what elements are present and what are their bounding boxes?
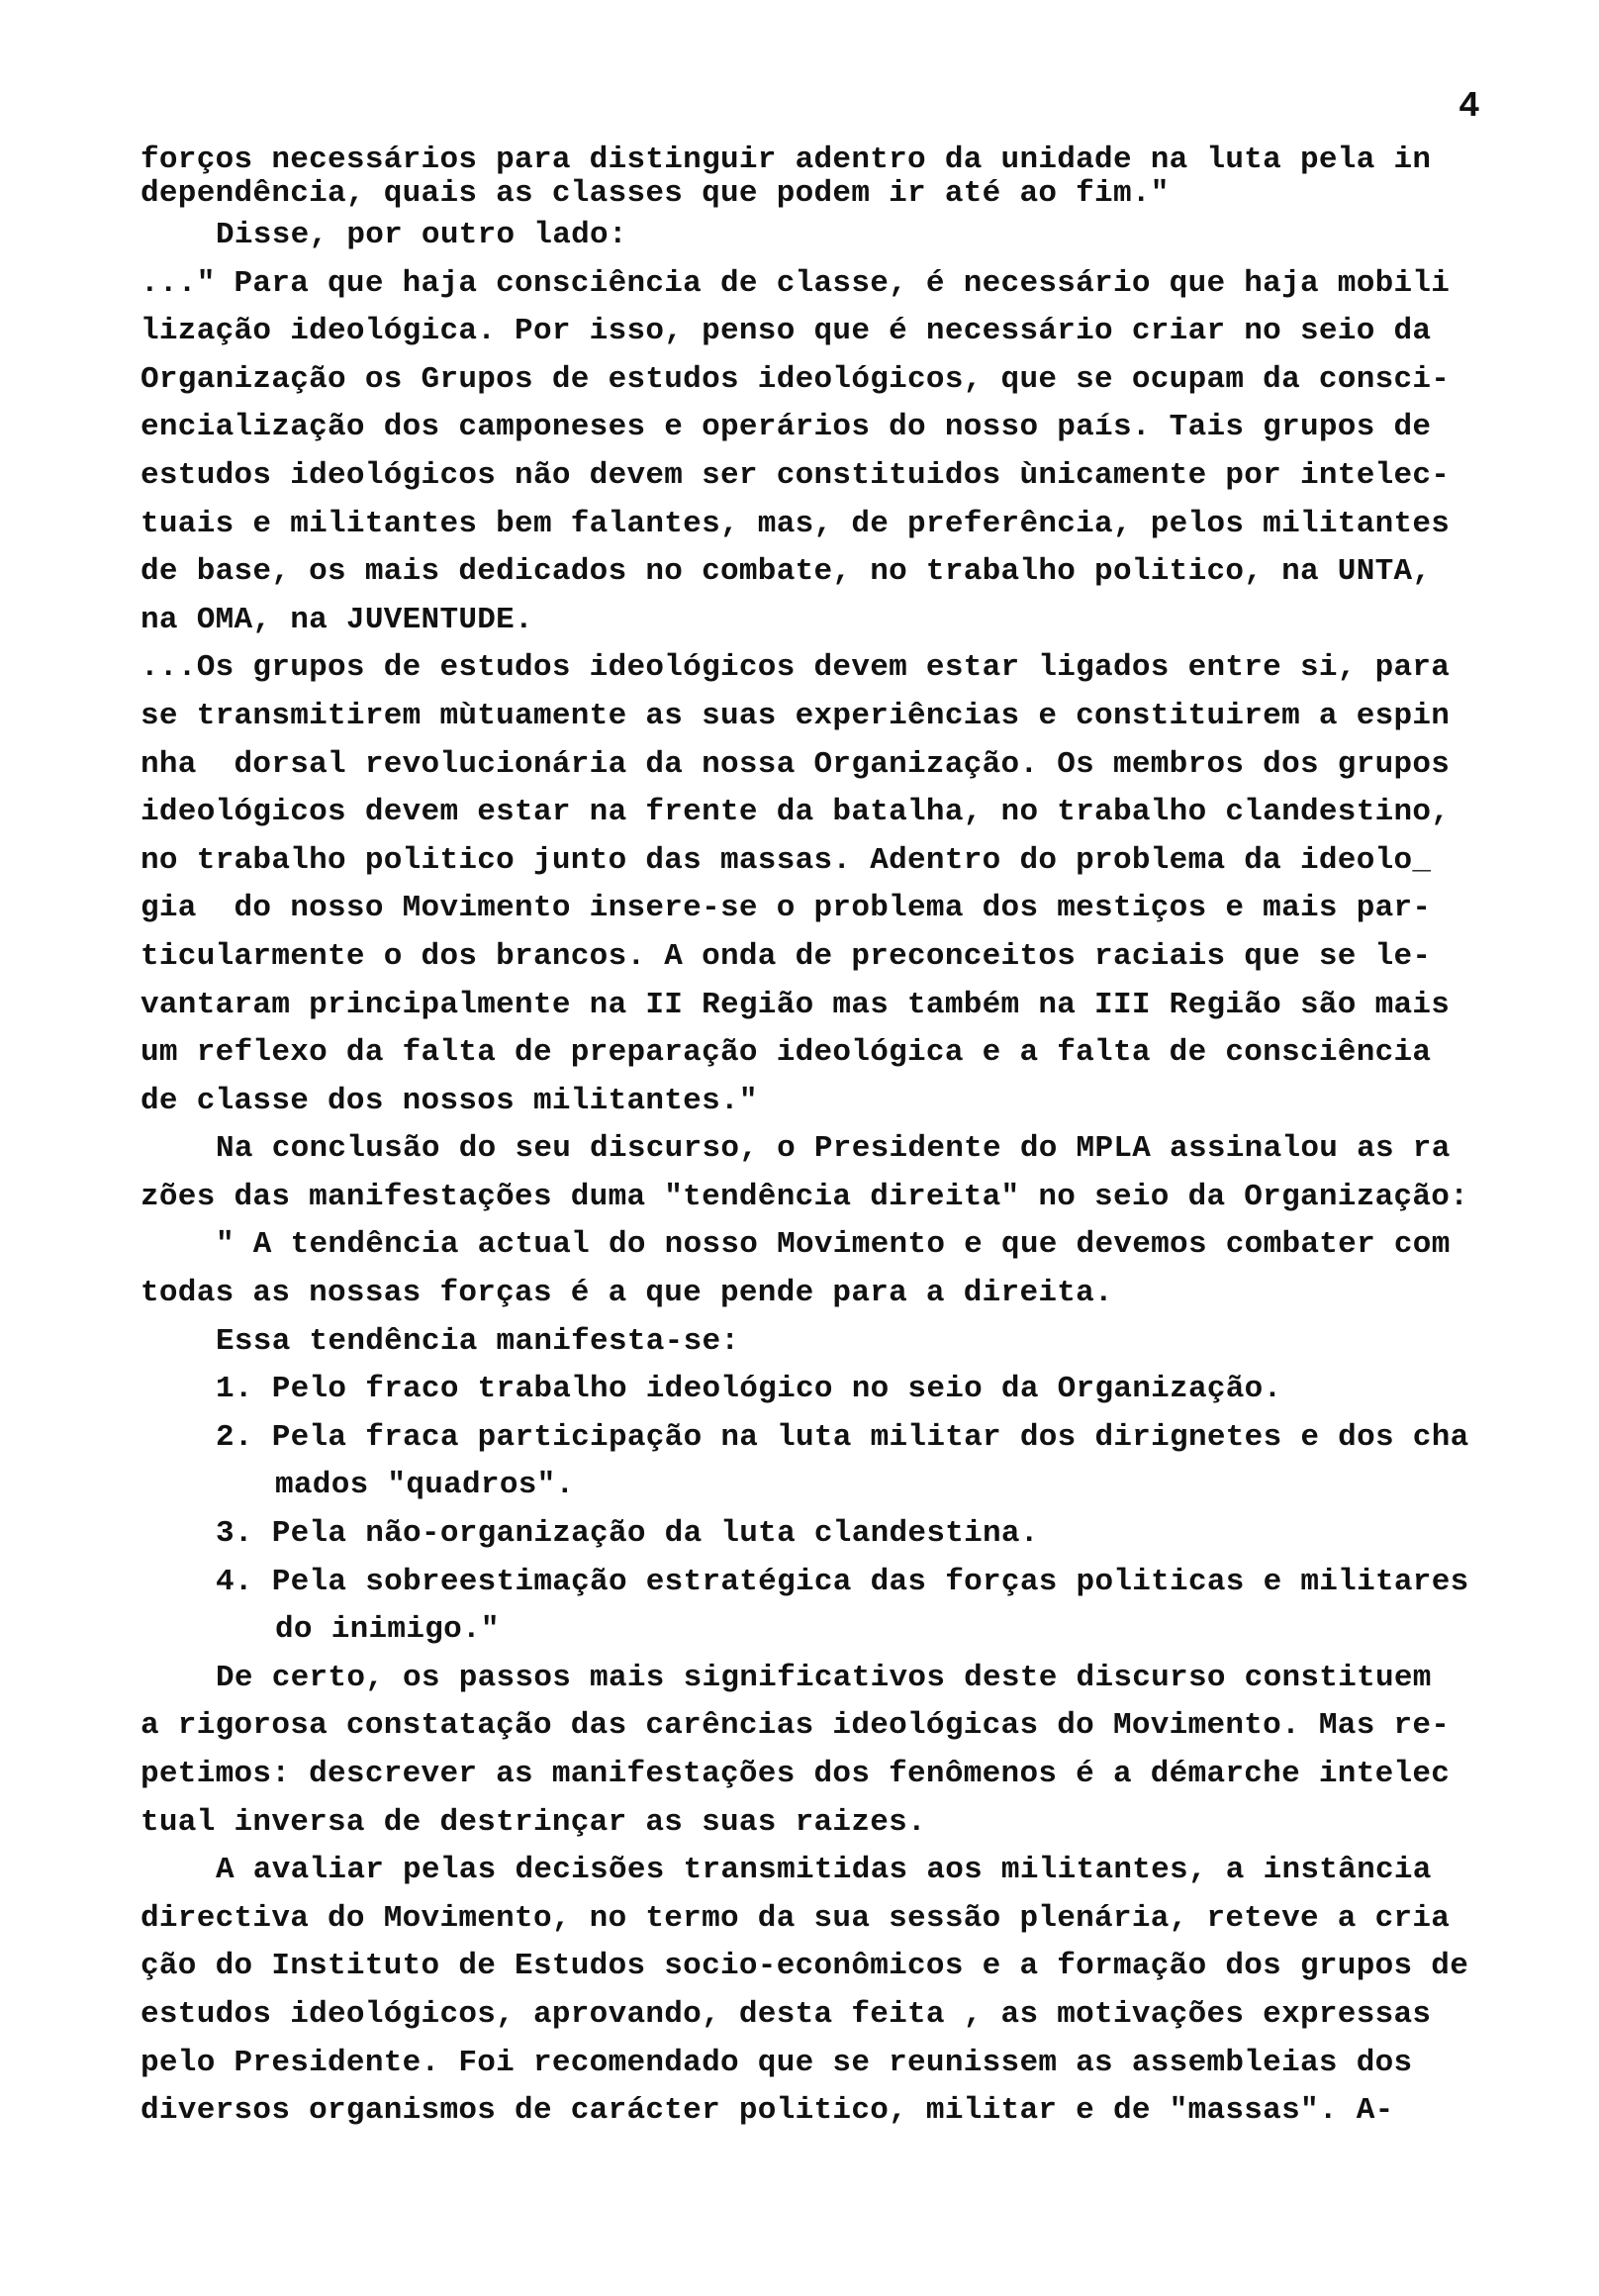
text-line: vantaram principalmente na II Região mas também na III Região são mais xyxy=(141,987,1451,1022)
text-line: forços necessários para distinguir adentro da unidade na luta pela in xyxy=(141,143,1432,177)
text-line: de base, os mais dedicados no combate, no trabalho politico, na UNTA, xyxy=(141,554,1432,590)
text-line: no trabalho politico junto das massas. Adentro do problema da ideolo_ xyxy=(141,842,1432,878)
text-line: tual inversa de destrinçar as suas raizes. xyxy=(141,1804,926,1840)
text-line: nha dorsal revolucionária da nossa Organização. Os membros dos grupos xyxy=(141,746,1451,782)
text-line: 1. Pelo fraco trabalho ideológico no seio da Organização. xyxy=(216,1372,1282,1407)
text-line: 4. Pela sobreestimação estratégica das forças politicas e militares xyxy=(216,1564,1469,1599)
text-line: estudos ideológicos, aprovando, desta feita , as motivações expressas xyxy=(141,1996,1432,2032)
text-line: todas as nossas forças é a que pende para a direita. xyxy=(141,1276,1113,1311)
text-line: ideológicos devem estar na frente da batalha, no trabalho clandestino, xyxy=(141,795,1451,830)
text-line: petimos: descrever as manifestações dos fenômenos é a démarche intelec xyxy=(141,1757,1451,1791)
text-line: encialização dos camponeses e operários do nosso país. Tais grupos de xyxy=(141,410,1432,445)
text-line: Organização os Grupos de estudos ideológicos, que se ocupam da consci- xyxy=(141,361,1451,397)
text-line: De certo, os passos mais significativos deste discurso constituem xyxy=(216,1660,1432,1695)
text-line: pelo Presidente. Foi recomendado que se reunissem as assembleias dos xyxy=(141,2045,1413,2080)
text-line: do inimigo." xyxy=(275,1612,500,1648)
text-line: se transmitirem mùtuamente as suas experiências e constituirem a espin xyxy=(141,698,1451,733)
document-body xyxy=(141,144,1546,2136)
text-line: dependência, quais as classes que podem ir até ao fim." xyxy=(141,176,1170,211)
text-line: A avaliar pelas decisões transmitidas aos militantes, a instância xyxy=(216,1853,1432,1888)
text-line: na OMA, na JUVENTUDE. xyxy=(141,602,533,637)
text-line: ..." Para que haja consciência de classe, é necessário que haja mobili xyxy=(141,265,1451,301)
text-line: tuais e militantes bem falantes, mas, de preferência, pelos militantes xyxy=(141,506,1451,541)
text-line: lização ideológica. Por isso, penso que é necessário criar no seio da xyxy=(141,314,1432,349)
text-line: Disse, por outro lado: xyxy=(216,218,627,252)
text-line: gia do nosso Movimento insere-se o problema dos mestiços e mais par- xyxy=(141,891,1432,926)
text-line: 2. Pela fraca participação na luta militar dos dirignetes e dos cha xyxy=(216,1419,1469,1455)
text-line: mados "quadros". xyxy=(275,1468,575,1503)
text-line: ...Os grupos de estudos ideológicos devem estar ligados entre si, para xyxy=(141,650,1451,686)
text-line: de classe dos nossos militantes." xyxy=(141,1083,758,1118)
page-number: 4 xyxy=(1458,86,1480,127)
text-line: " A tendência actual do nosso Movimento e que devemos combater com xyxy=(216,1227,1451,1263)
text-line: diversos organismos de carácter politico, militar e de "massas". A- xyxy=(141,2093,1394,2129)
text-line: zões das manifestações duma "tendência direita" no seio da Organização: xyxy=(141,1179,1469,1214)
text-line: Na conclusão do seu discurso, o Presidente do MPLA assinalou as ra xyxy=(216,1131,1451,1167)
text-line: ção do Instituto de Estudos socio-econômicos e a formação dos grupos de xyxy=(141,1949,1469,1984)
text-line: 3. Pela não-organização da luta clandestina. xyxy=(216,1516,1039,1552)
text-line: Essa tendência manifesta-se: xyxy=(216,1323,740,1359)
text-line: a rigorosa constatação das carências ideológicas do Movimento. Mas re- xyxy=(141,1708,1451,1744)
text-line: estudos ideológicos não devem ser constituidos ùnicamente por intelec- xyxy=(141,457,1451,493)
text-line: ticularmente o dos brancos. A onda de preconceitos raciais que se le- xyxy=(141,938,1432,974)
text-line: um reflexo da falta de preparação ideológica e a falta de consciência xyxy=(141,1035,1432,1071)
text-line: directiva do Movimento, no termo da sua sessão plenária, reteve a cria xyxy=(141,1900,1451,1936)
